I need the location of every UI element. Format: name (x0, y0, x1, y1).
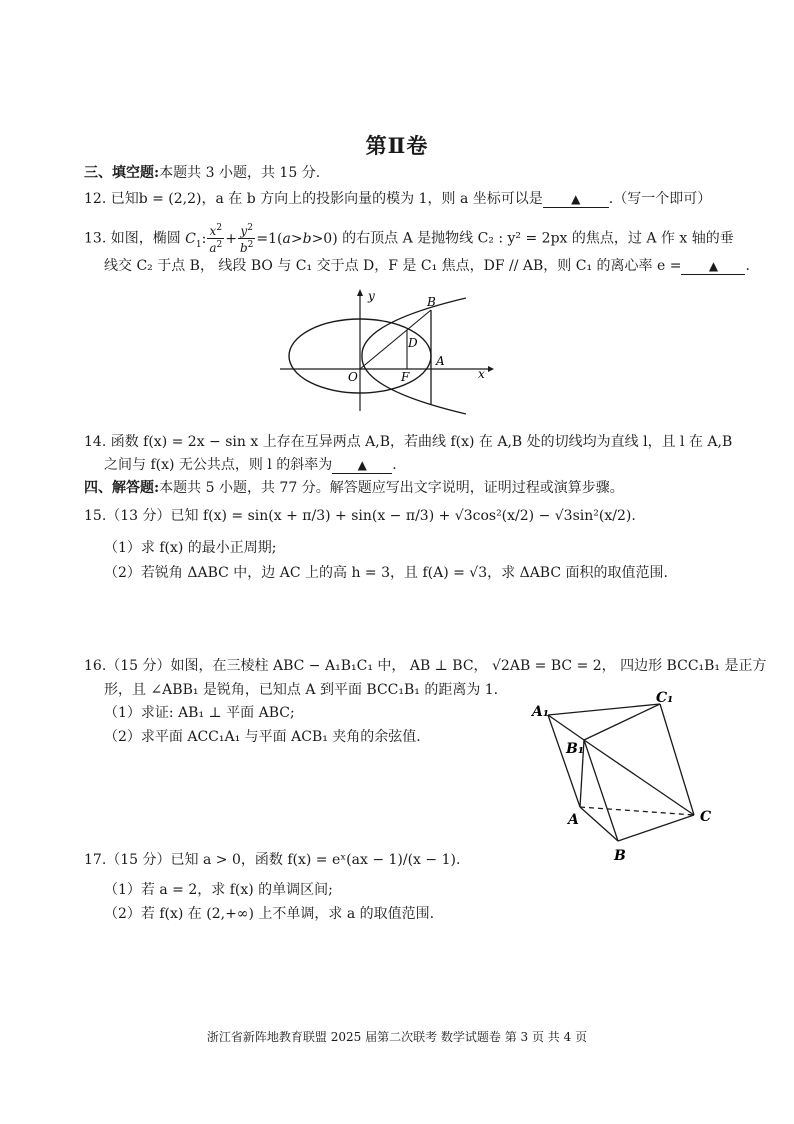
part4-desc: 本题共 5 小题，共 77 分。解答题应写出文字说明，证明过程或演算步骤。 (159, 480, 624, 496)
part4-heading-line (84, 478, 624, 498)
fig-label-O: O (348, 370, 358, 384)
q17-num: 17. (84, 852, 107, 868)
q16-score: （15 分） (106, 658, 171, 674)
q13-answer-blank[interactable] (681, 258, 745, 275)
q12-post: .（写一个即可） (608, 191, 712, 207)
q13-num: 13. (84, 230, 107, 247)
fig-label-A: A (436, 354, 445, 368)
q14-line2: 之间与 f(x) 无公共点，则 l 的斜率为 ▲ . (104, 457, 397, 473)
q12-pre: 已知 (110, 191, 139, 207)
fig-label-A: A (568, 812, 579, 828)
q13-line2: 线交 C₂ 于点 B， 线段 BO 与 C₁ 交于点 D，F 是 C₁ 焦点，DF // AB，则 C₁ 的离心率 e = ▲ . (104, 258, 750, 274)
q16-sub2: （2）求平面 ACC₁A₁ 与平面 ACB₁ 夹角的余弦值. (104, 729, 421, 745)
part3-heading-line (84, 163, 320, 183)
q14-num: 14. (84, 434, 107, 450)
q16-line1-text: 如图，在三棱柱 ABC − A₁B₁C₁ 中， AB ⊥ BC， √2AB = BC = 2， 四边形 BCC₁B₁ 是正方 (170, 658, 767, 674)
q15-stem-line (84, 506, 636, 526)
q14-answer-blank[interactable] (332, 457, 392, 474)
blank-triangle-icon: ▲ (357, 458, 367, 472)
q17-sub2: （2）若 f(x) 在 (2,+∞) 上不单调，求 a 的取值范围. (104, 906, 435, 922)
q16-num: 16. (84, 658, 107, 674)
q14-line2-text: 之间与 f(x) 无公共点，则 l 的斜率为 (104, 457, 333, 473)
fig-label-B: B (614, 848, 626, 864)
fig-label-x: x (478, 367, 485, 381)
q17-stem-line (84, 850, 460, 870)
q12-line (84, 189, 711, 209)
section-title: 第Ⅱ卷 (365, 133, 429, 158)
q16-sub1: （1）求证: AB₁ ⊥ 平面 ABC; (104, 705, 295, 721)
q15-stem: 已知 f(x) = sin(x + π/3) + sin(x − π/3) + √3cos²(x/2) − √3sin²(x/2). (170, 508, 636, 524)
fig-label-C1: C₁ (656, 690, 674, 706)
q13-line1-pre: 如图，椭圆 (110, 230, 181, 247)
blank-triangle-icon: ▲ (708, 259, 719, 273)
page-footer: 浙江省新阵地教育联盟 2025 届第二次联考 数学试题卷 第 3 页 共 4 页 (206, 1030, 588, 1044)
q15-sub2: （2）若锐角 ΔABC 中，边 AC 上的高 h = 3，且 f(A) = √3，求 ΔABC 面积的取值范围. (104, 565, 668, 581)
part4-heading: 四、解答题: (84, 480, 160, 496)
fig-label-D: D (408, 336, 418, 350)
q14-line1 (84, 432, 732, 452)
q15-score: （13 分） (106, 508, 171, 524)
part3-heading: 三、填空题: (84, 165, 160, 181)
q12-mid: ，a 在 b 方向上的投影向量的模为 1，则 a 坐标可以是 (201, 191, 543, 207)
q12-num: 12. (84, 191, 107, 207)
q13-line1-post: 的右顶点 A 是抛物线 C₂ : y² = 2px 的焦点，过 A 作 x 轴的垂 (342, 230, 734, 247)
q12-vec-b: b = (2,2) (138, 191, 202, 207)
part3-desc: 本题共 3 小题，共 15 分. (159, 165, 321, 181)
q16-line1 (84, 656, 767, 676)
q17-score: （15 分） (106, 852, 171, 868)
fig-label-B1: B₁ (566, 741, 584, 757)
q13-line1 (84, 222, 734, 255)
blank-triangle-icon: ▲ (571, 192, 581, 206)
fig-label-A1: A₁ (532, 704, 549, 720)
q16-prism-figure (528, 690, 728, 865)
fig-label-y: y (368, 289, 375, 303)
q17-sub1: （1）若 a = 2，求 f(x) 的单调区间; (104, 882, 333, 898)
fig-label-F: F (401, 370, 410, 384)
q17-stem: 已知 a > 0，函数 f(x) = eˣ(ax − 1)/(x − 1). (170, 852, 461, 868)
q14-line1-text: 函数 f(x) = 2x − sin x 上存在互异两点 A,B，若曲线 f(x) 在 A,B 处的切线均为直线 l，且 l 在 A,B (110, 434, 733, 450)
fig-label-B: B (427, 295, 436, 309)
q13-line2-text: 线交 C₂ 于点 B， 线段 BO 与 C₁ 交于点 D，F 是 C₁ 焦点，DF // AB，则 C₁ 的离心率 e = (104, 258, 682, 274)
q13-ellipse-parabola-figure (280, 286, 500, 416)
ellipse-equation: $C_1$: $\frac{x^2}{a^2}$ + $\frac{y^2}{b^2}$ =1(a>b>0) (185, 223, 338, 255)
fig-label-C: C (700, 809, 712, 825)
q15-sub1: （1）求 f(x) 的最小正周期; (104, 540, 277, 556)
q12-answer-blank[interactable] (543, 191, 609, 208)
q15-num: 15. (84, 508, 107, 524)
q16-line2: 形，且 ∠ABB₁ 是锐角，已知点 A 到平面 BCC₁B₁ 的距离为 1. (104, 682, 499, 698)
